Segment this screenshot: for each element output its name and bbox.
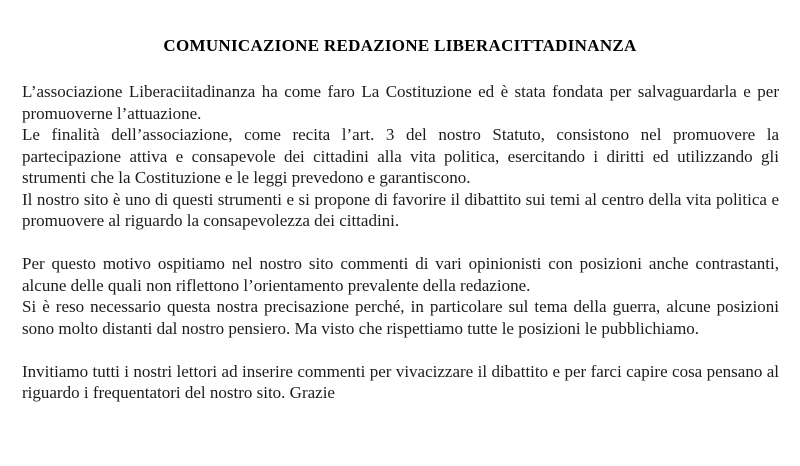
paragraph: Le finalità dell’associazione, come recita l’art. 3 del nostro Statuto, consistono nel promuovere la partecipazione attiva e consapevole dei cittadini alla vita politica, esercitando i diritti ed utilizzando gli strumenti che la Costituzione e le leggi prevedono e garantiscono. (22, 125, 779, 187)
paragraph-block-2 (22, 253, 779, 339)
document-title: COMUNICAZIONE REDAZIONE LIBERACITTADINANZA (163, 36, 637, 55)
paragraph: Il nostro sito è uno di questi strumenti e si propone di favorire il dibattito sui temi al centro della vita politica e promuovere al riguardo la consapevolezza dei cittadini. (22, 189, 779, 230)
paragraph: Si è reso necessario questa nostra precisazione perché, in particolare sul tema della guerra, alcune posizioni sono molto distanti dal nostro pensiero. Ma visto che rispettiamo tutte le posizioni le pubblichiamo. (22, 297, 779, 338)
paragraph-block-1 (22, 81, 779, 232)
paragraph: L’associazione Liberaciitadinanza ha come faro La Costituzione ed è stata fondata per salvaguardarla e per promuoverne l’attuazione. (22, 82, 779, 123)
paragraph-block-3 (22, 361, 779, 404)
document-body (22, 81, 779, 404)
paragraph: Per questo motivo ospitiamo nel nostro sito commenti di vari opinionisti con posizioni anche contrastanti, alcune delle quali non riflettono l’orientamento prevalente della redazione. (22, 254, 779, 295)
paragraph: Invitiamo tutti i nostri lettori ad inserire commenti per vivacizzare il dibattito e per farci capire cosa pensano al riguardo i frequentatori del nostro sito. Grazie (22, 361, 779, 402)
